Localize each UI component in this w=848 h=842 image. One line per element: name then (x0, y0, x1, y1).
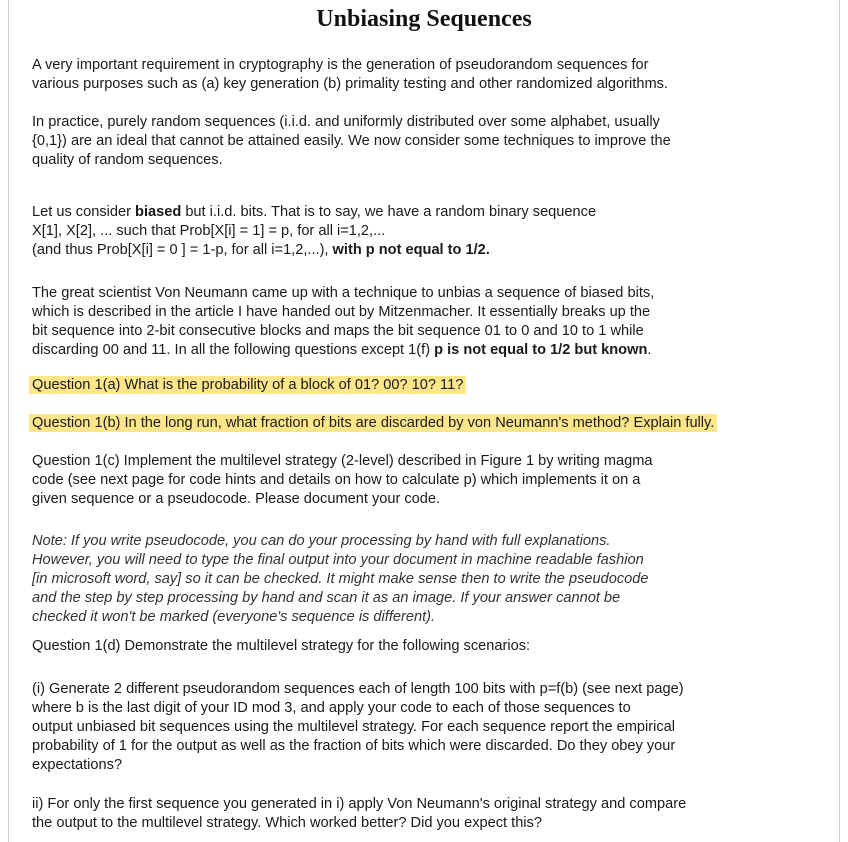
question-1b-highlight: Question 1(b) In the long run, what fraction of bits are discarded by von Neumann's method? Explain fully. (29, 414, 717, 432)
question-1d: Question 1(d) Demonstrate the multilevel strategy for the following scenarios: (32, 638, 531, 654)
von-neumann-paragraph: The great scientist Von Neumann came up with a technique to unbias a sequence of biased bits, which is described in the article I have handed out by Mitzenmacher. It essentially breaks up the bit sequence into 2-bit consecutive blocks and maps the bit sequence 01 to 0 and 10 to 1 while discarding 00 and 11. In all the following questions except 1(f) p is not equal to 1/2 but known. (32, 285, 655, 358)
page-title: Unbiasing Sequences (316, 6, 532, 32)
intro-paragraph: A very important requirement in cryptography is the generation of pseudorandom sequences for various purposes such as (a) key generation (b) primality testing and other randomized algorithms. (32, 57, 668, 92)
question-1a-highlight: Question 1(a) What is the probability of a block of 01? 00? 10? 11? (29, 376, 466, 394)
part-i-paragraph: (i) Generate 2 different pseudorandom sequences each of length 100 bits with p=f(b) (see next page) where b is the last digit of your ID mod 3, and apply your code to each of those sequences to output unbiased bit sequences using the multilevel strategy. For each sequence report the empirical probability of 1 for the output as well as the fraction of bits which were discarded. Do they obey your expectations? (32, 681, 684, 773)
biased-paragraph: Let us consider biased but i.i.d. bits. That is to say, we have a random binary sequence X[1], X[2], ... such that Prob[X[i] = 1] = p, for all i=1,2,... (and thus Prob[X[i] = 0 ] = 1-p, for all i=1,2,...), with p not equal to 1/2. (32, 204, 597, 258)
question-1b (32, 414, 792, 433)
question-1c: Question 1(c) Implement the multilevel strategy (2-level) described in Figure 1 by writing magma code (see next page for code hints and details on how to calculate p) which implements it on a given sequence or a pseudocode. Please document your code. (32, 453, 653, 507)
part-ii-paragraph: ii) For only the first sequence you generated in i) apply Von Neumann's original strategy and compare the output to the multilevel strategy. Which worked better? Did you expect this? (32, 796, 687, 831)
note-paragraph: Note: If you write pseudocode, you can do your processing by hand with full explanations. However, you will need to type the final output into your document in machine readable fashion [in microsoft word, say] so it can be checked. It might make sense then to write the pseudocode and the step by step processing by hand and scan it as an image. If your answer cannot be checked it won't be marked (everyone's sequence is different). (32, 533, 649, 625)
question-1a (32, 376, 792, 395)
practice-paragraph: In practice, purely random sequences (i.i.d. and uniformly distributed over some alphabet, usually {0,1}) are an ideal that cannot be attained easily. We now consider some techniques to improve the quality of random sequences. (32, 114, 671, 168)
